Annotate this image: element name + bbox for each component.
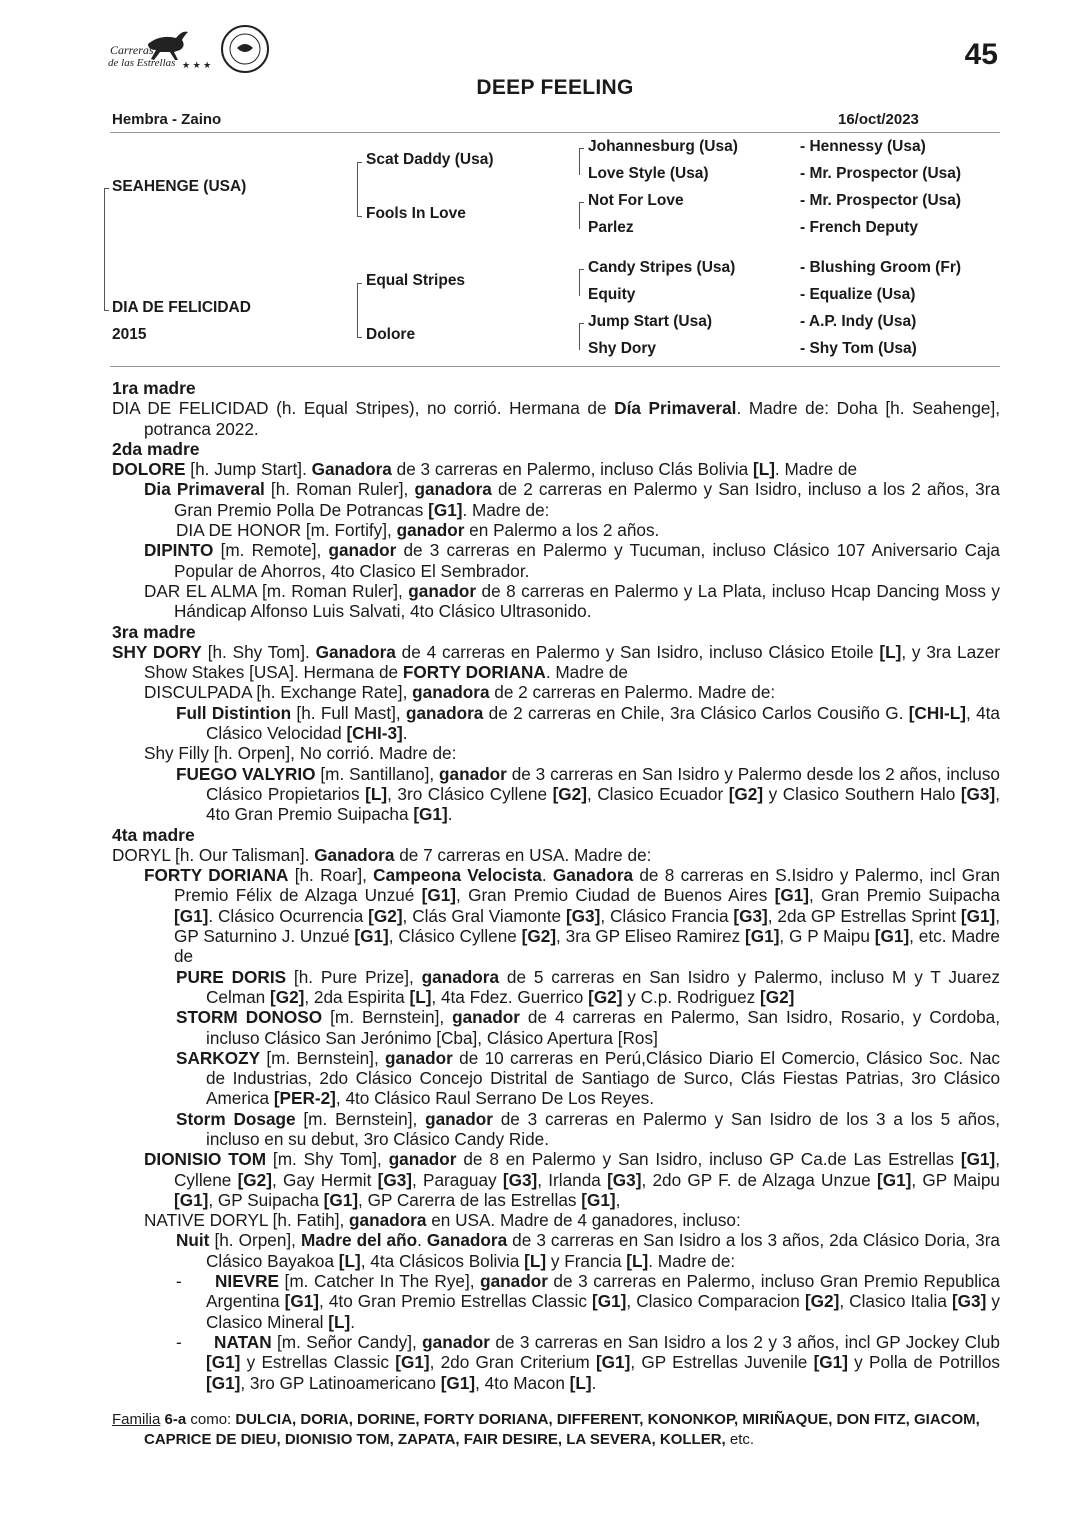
produce-entry: Nuit [h. Orpen], Madre del año. Ganadora de 3 carreras en San Isidro a los 3 años, 2da Clásico Doria, 3ra Clásico Bayakoa [L], 4ta Clásicos Bolivia [L] y Francia [L]. Madre de: (176, 1230, 1000, 1271)
dam-sire: Equal Stripes (366, 272, 466, 289)
produce-entry: Shy Filly [h. Orpen], No corrió. Madre de: (144, 743, 457, 764)
svg-text:Carreras: Carreras (110, 43, 154, 57)
produce-entry: DIONISIO TOM [m. Shy Tom], ganador de 8 en Palermo y San Isidro, incluso GP Ca.de Las Estrellas [G1], Cyllene [G2], Gay Hermit [G3], Paraguay [G3], Irlanda [G3], 2do GP F. de Alzaga Unzue [G1], GP Maipu [G1], GP Suipacha [G1], GP Carerra de las Estrellas [G1], (144, 1149, 1000, 1210)
fourth-dam-entry: DORYL [h. Our Talisman]. Ganadora de 7 carreras en USA. Madre de: (112, 844, 652, 865)
produce-entry: DAR EL ALMA [m. Roman Ruler], ganador de 8 carreras en Palermo y La Plata, incluso Hcap Dancing Moss y Hándicap Alfonso Luis Salvati, 4to Clásico Ultrasonido. (144, 580, 1000, 622)
gen3-6: Equity (588, 286, 636, 303)
gen3-4: Parlez (588, 219, 634, 236)
birth-year: 2015 (112, 326, 147, 343)
gen4-5: - Blushing Groom (Fr) (800, 259, 962, 276)
produce-entry: PURE DORIS [h. Pure Prize], ganadora de 5 carreras en San Isidro y Palermo, incluso M y T Juarez Celman [G2], 2da Espirita [L], 4ta Fdez. Guerrico [G2] y C.p. Rodriguez [G2] (176, 966, 1000, 1007)
third-dam-entry: SHY DORY [h. Shy Tom]. Ganadora de 4 carreras en Palermo y San Isidro, incluso Clásico Etoile [L], y 3ra Lazer Show Stakes [USA]. Hermana de FORTY DORIANA. Madre de (112, 641, 1000, 683)
produce-entry: FORTY DORIANA [h. Roar], Campeona Velocista. Ganadora de 8 carreras en S.Isidro y Palermo, incl Gran Premio Félix de Alzaga Unzué [G1], Gran Premio Ciudad de Buenos Aires [G1], Gran Premio Suipacha [G1]. Clásico Ocurrencia [G2], Clás Gral Viamonte [G3], Clásico Francia [G3], 2da GP Estrellas Sprint [G1], GP Saturnino J. Unzué [G1], Clásico Cyllene [G2], 3ra GP Eliseo Ramirez [G1], G P Maipu [G1], etc. Madre de (144, 865, 1001, 967)
horse-name-title: DEEP FEELING (476, 76, 634, 99)
gen4-7: - A.P. Indy (Usa) (800, 313, 917, 330)
produce-entry: Storm Dosage [m. Bernstein], ganador de 3 carreras en Palermo y San Isidro de los 3 a los 5 años, incluso en su debut, 3ro Clásico Candy Ride. (176, 1108, 1001, 1149)
gen3-1: Johannesburg (Usa) (588, 138, 738, 155)
gen4-4: - French Deputy (800, 219, 918, 236)
sire-dam: Fools In Love (366, 205, 466, 222)
familia-etc: etc. (725, 1431, 755, 1448)
gen4-8: - Shy Tom (Usa) (800, 340, 917, 357)
produce-entry: Dia Primaveral [h. Roman Ruler], ganadora de 2 carreras en Palermo y San Isidro, incluso a los 2 años, 3ra Gran Premio Polla De Potrancas [G1]. Madre de: (144, 479, 1000, 520)
sire: SEAHENGE (USA) (112, 178, 247, 195)
report-date: 16/oct/2023 (838, 111, 919, 128)
produce-entry: SARKOZY [m. Bernstein], ganador de 10 carreras en Perú,Clásico Diario El Comercio, Clásico Soc. Nac de Industrias, 2do Clásico Concejo Distrital de Santiago de Surco, Clás Fiestas Patrias, 3ro Clásico America [PER-2], 4to Clásico Raul Serrano De Los Reyes. (176, 1047, 1001, 1109)
svg-text:de las Estrellas: de las Estrellas (108, 57, 176, 69)
carreras-de-las-estrellas-logo (108, 24, 218, 72)
section-heading-4ta-madre: 4ta madre (112, 824, 195, 845)
section-heading-2da-madre: 2da madre (112, 438, 200, 459)
gen4-3: - Mr. Prospector (Usa) (800, 192, 962, 209)
gen3-3: Not For Love (588, 192, 684, 209)
sex-color: Hembra - Zaino (112, 111, 222, 128)
familia-number: 6-a (164, 1411, 187, 1428)
produce-entry: STORM DONOSO [m. Bernstein], ganador de 4 carreras en Palermo, San Isidro, Rosario, y Cordoba, incluso Clásico San Jerónimo [Cba], Clásico Apertura [Ros] (176, 1007, 1001, 1048)
gen4-2: - Mr. Prospector (Usa) (800, 165, 962, 182)
produce-entry: DIA DE HONOR [m. Fortify], ganador en Palermo a los 2 años. (176, 520, 660, 541)
section-heading-1ra-madre: 1ra madre (112, 378, 196, 398)
produce-entry: DIPINTO [m. Remote], ganador de 3 carreras en Palermo y Tucuman, incluso Clásico 107 Aniversario Caja Popular de Ahorros, 4to Clasico El Sembrador. (144, 540, 1000, 581)
produce-entry: NATIVE DORYL [h. Fatih], ganadora en USA. Madre de 4 ganadores, incluso: (144, 1210, 741, 1231)
first-dam-entry: DIA DE FELICIDAD (h. Equal Stripes), no corrió. Hermana de Día Primaveral. Madre de: Doha [h. Seahenge], potranca 2022. (112, 398, 1001, 439)
produce-entry: DISCULPADA [h. Exchange Rate], ganadora de 2 carreras en Palermo. Madre de: (144, 682, 776, 703)
gen3-8: Shy Dory (588, 340, 657, 357)
produce-entry: Full Distintion [h. Full Mast], ganadora de 2 carreras en Chile, 3ra Clásico Carlos Cousiño G. [CHI-L], 4ta Clásico Velocidad [CHI-3]. (176, 702, 1000, 744)
gen4-1: - Hennessy (Usa) (800, 138, 926, 155)
gen4-6: - Equalize (Usa) (800, 286, 916, 303)
gen3-7: Jump Start (Usa) (588, 313, 713, 330)
dam-dam: Dolore (366, 326, 416, 343)
produce-entry: - NIEVRE [m. Catcher In The Rye], ganador de 3 carreras en Palermo, incluso Gran Premio Republica Argentina [G1], 4to Gran Premio Estrellas Classic [G1], Clasico Comparacion [G2], Clasico Italia [G3] y Clasico Mineral [L]. (176, 1271, 1000, 1332)
family-footer (112, 1410, 1000, 1450)
breeders-cup-seal-icon (220, 24, 270, 74)
gen3-2: Love Style (Usa) (588, 165, 709, 182)
page-number: 45 (964, 38, 998, 71)
produce-entry: FUEGO VALYRIO [m. Santillano], ganador de 3 carreras en San Isidro y Palermo desde los 2 años, incluso Clásico Propietarios [L], 3ro Clásico Cyllene [G2], Clasico Ecuador [G2] y Clasico Southern Halo [G3], 4to Gran Premio Suipacha [G1]. (176, 763, 1000, 825)
produce-entry: - NATAN [m. Señor Candy], ganador de 3 carreras en San Isidro a los 2 y 3 años, incl GP Jockey Club [G1] y Estrellas Classic [G1], 2do Gran Criterium [G1], GP Estrellas Juvenile [G1] y Polla de Potrillos [G1], 3ro GP Latinoamericano [G1], 4to Macon [L]. (176, 1331, 1000, 1393)
produce-record (112, 378, 1000, 1393)
second-dam-entry: DOLORE [h. Jump Start]. Ganadora de 3 carreras en Palermo, incluso Clás Bolivia [L]. Madre de (112, 459, 858, 480)
familia-names: DULCIA, DORIA, DORINE, FORTY DORIANA, DIFFERENT, KONONKOP, MIRIÑAQUE, DON FITZ, GIACOM, CAPRICE DE DIEU, DIONISIO TOM, ZAPATA, FAIR DESIRE, LA SEVERA, KOLLER, (144, 1411, 980, 1448)
dam: DIA DE FELICIDAD (112, 299, 251, 316)
header-divider (110, 132, 1000, 133)
pedigree-divider (110, 366, 1000, 367)
sire-sire: Scat Daddy (Usa) (366, 151, 494, 168)
gen3-5: Candy Stripes (Usa) (588, 259, 736, 276)
svg-text:★ ★ ★: ★ ★ ★ (182, 60, 212, 70)
familia-como: como: (186, 1411, 236, 1428)
section-heading-3ra-madre: 3ra madre (112, 621, 196, 642)
familia-label: Familia (112, 1411, 161, 1428)
